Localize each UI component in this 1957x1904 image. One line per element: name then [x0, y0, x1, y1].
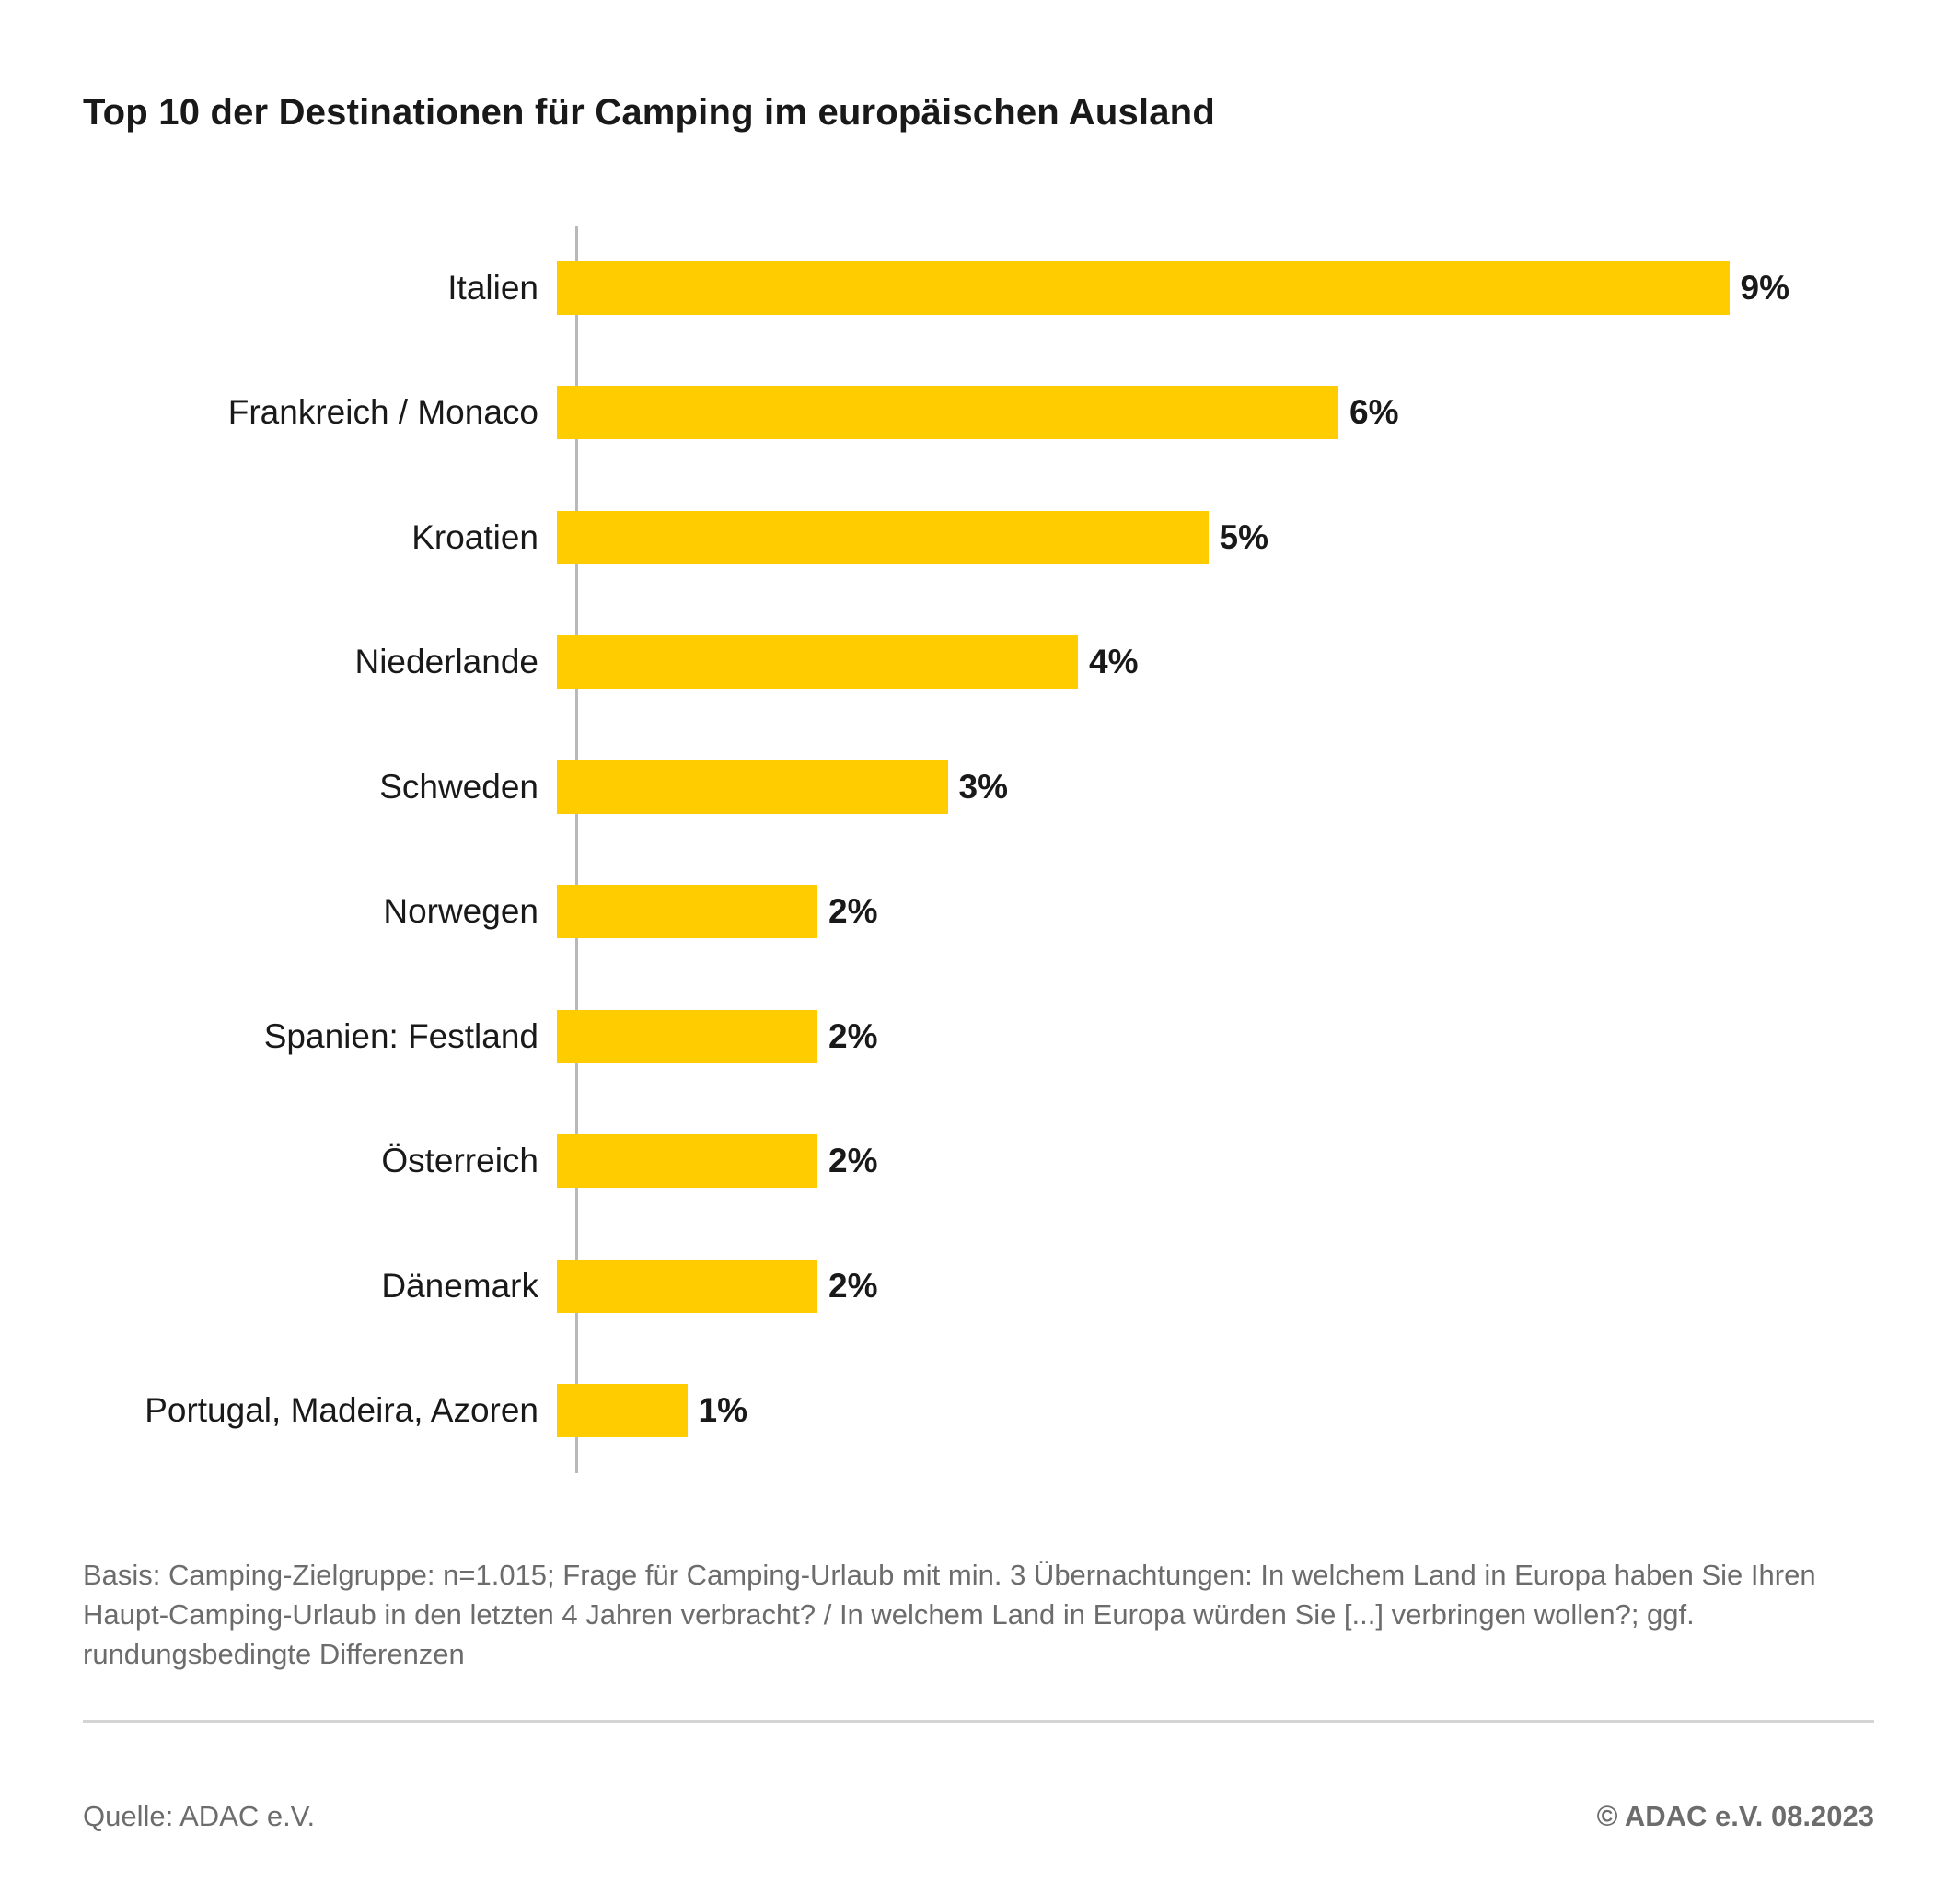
bar — [557, 386, 1338, 439]
bar-value-label: 2% — [828, 1266, 878, 1305]
bar-category-label: Dänemark — [381, 1266, 538, 1305]
bar-track — [557, 226, 1878, 351]
footer-divider — [83, 1720, 1874, 1723]
bar-value-label: 2% — [828, 1142, 878, 1180]
bar-track — [557, 725, 1878, 850]
bar-row — [83, 1099, 1878, 1225]
bar-track — [557, 1099, 1878, 1225]
bar — [557, 1010, 817, 1063]
bar-row — [83, 725, 1878, 850]
bar-value-label: 6% — [1349, 393, 1399, 432]
bar-category-label: Frankreich / Monaco — [227, 393, 538, 432]
bar — [557, 1260, 817, 1313]
bar — [557, 511, 1209, 564]
bar-track — [557, 600, 1878, 726]
bar-track — [557, 475, 1878, 600]
bar-value-label: 3% — [958, 767, 1008, 806]
copyright-label: © ADAC e.V. 08.2023 — [1596, 1800, 1874, 1832]
bar-value-label: 2% — [828, 1016, 878, 1055]
bar-rows — [83, 226, 1878, 1473]
bar-row — [83, 1224, 1878, 1349]
bar-track — [557, 1349, 1878, 1474]
bar-category-label: Österreich — [381, 1142, 538, 1180]
bar-row — [83, 1349, 1878, 1474]
bar-value-label: 1% — [698, 1391, 747, 1430]
bar-track — [557, 1224, 1878, 1349]
bar-value-label: 9% — [1740, 268, 1789, 307]
basis-note: Basis: Camping-Zielgruppe: n=1.015; Frage für Camping-Urlaub mit min. 3 Übernachtungen: In welchem Land in Europa haben Sie Ihren Haupt-Camping-Urlaub in den letzten 4 Jahren verbracht? / In welchem Land in Europa würden Sie [...] verbringen wollen?; ggf. rundungsbedingte Differenzen — [83, 1559, 1816, 1670]
bar — [557, 261, 1730, 315]
bar-row — [83, 850, 1878, 975]
bar-value-label: 2% — [828, 892, 878, 931]
bar-row — [83, 351, 1878, 476]
bar — [557, 635, 1078, 689]
bar-row — [83, 475, 1878, 600]
bar-category-label: Norwegen — [383, 892, 538, 931]
bar — [557, 760, 948, 814]
bar-category-label: Spanien: Festland — [263, 1016, 538, 1055]
bar-track — [557, 974, 1878, 1099]
bar — [557, 885, 817, 938]
bar-category-label: Portugal, Madeira, Azoren — [145, 1391, 538, 1430]
bar-value-label: 5% — [1219, 517, 1268, 556]
bar-category-label: Italien — [447, 268, 538, 307]
bar-category-label: Niederlande — [354, 643, 538, 681]
bar-value-label: 4% — [1089, 643, 1139, 681]
bar — [557, 1384, 688, 1437]
bar-track — [557, 351, 1878, 476]
page-title: Top 10 der Destinationen für Camping im europäischen Ausland — [83, 92, 1215, 133]
source-label: Quelle: ADAC e.V. — [83, 1800, 316, 1832]
bar — [557, 1134, 817, 1188]
bar-row — [83, 600, 1878, 726]
bar-category-label: Kroatien — [411, 517, 538, 556]
bar-chart-plot-area — [83, 226, 1878, 1473]
bar-category-label: Schweden — [379, 767, 538, 806]
bar-row — [83, 226, 1878, 351]
bar-track — [557, 850, 1878, 975]
bar-row — [83, 974, 1878, 1099]
